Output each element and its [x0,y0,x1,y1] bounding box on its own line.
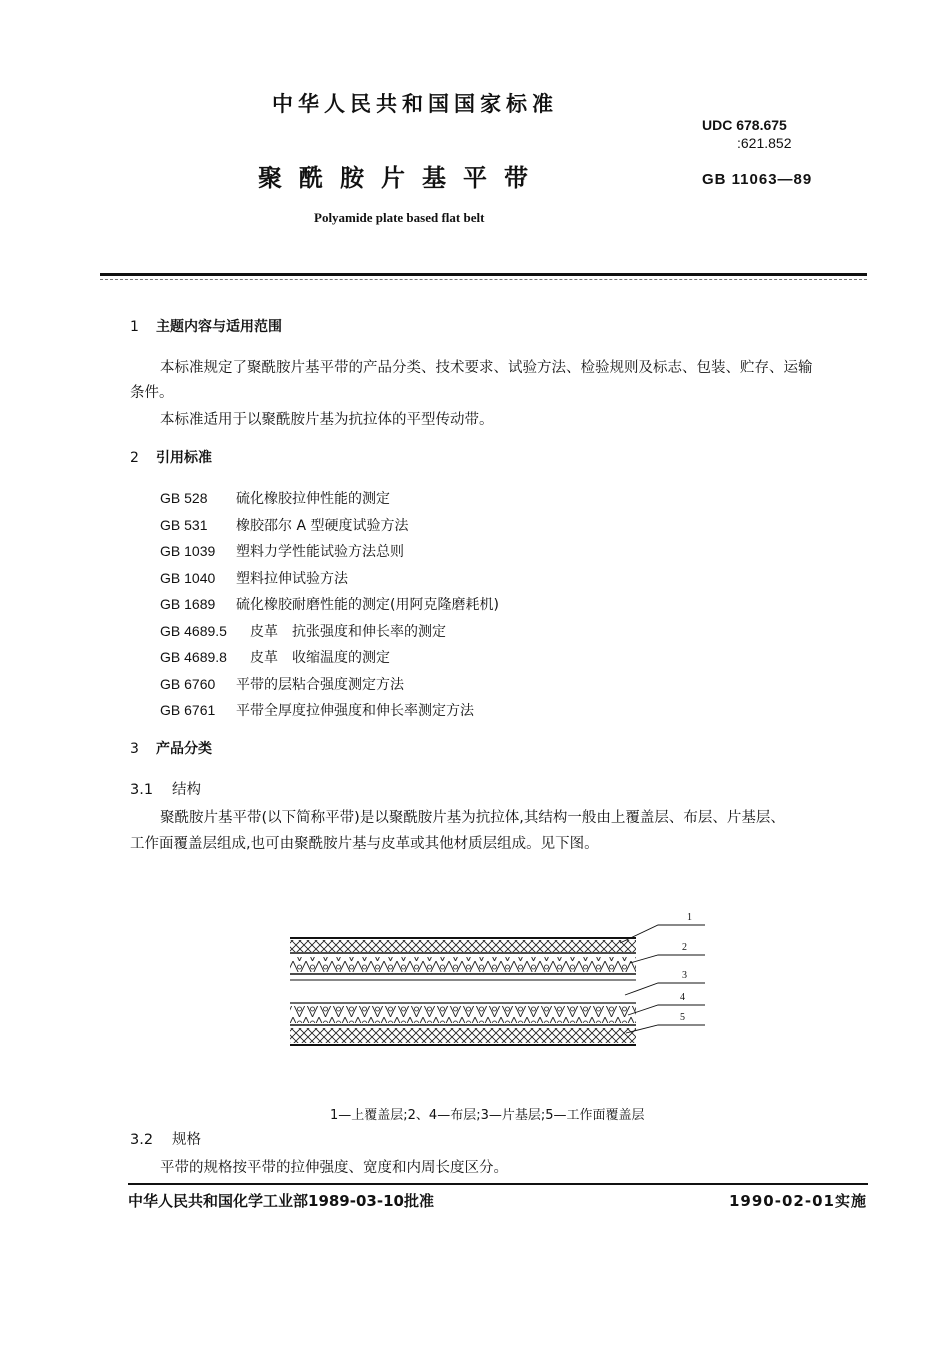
working-surface-cover-layer [290,1028,636,1045]
section-2-heading [130,447,212,467]
reference-item [160,618,499,645]
subsection-number: 3.2 [130,1132,154,1148]
figure-caption: 1—上覆盖层;2、4—布层;3—片基层;5—工作面覆盖层 [330,1108,645,1123]
subsection-3-2-heading [130,1128,201,1149]
label-3: 3 [682,970,687,981]
reference-name: 硫化橡胶拉伸性能的测定 [236,491,390,507]
section-number: 3 [130,741,139,757]
subsection-3-1-heading [130,778,201,799]
reference-code: GB 1039 [160,543,216,559]
reference-code: GB 6761 [160,702,216,718]
subsection-number: 3.1 [130,782,154,798]
section-1-paragraph-1-cont: 条件。 [130,385,174,401]
section-number: 2 [130,450,139,466]
base-film-layer [290,980,636,1003]
reference-name: 皮革 抗张强度和伸长率的测定 [250,623,446,640]
belt-cross-section [280,905,720,1065]
section-title: 引用标准 [156,450,212,466]
reference-item [160,565,499,592]
reference-item [160,485,499,512]
document-title: 聚酰胺片基平带 [258,164,545,192]
reference-name: 皮革 收缩温度的测定 [250,650,390,666]
udc-code-continued: :621.852 [737,135,792,151]
label-2: 2 [682,942,687,953]
reference-item [160,644,499,671]
section-1-paragraph-2: 本标准适用于以聚酰胺片基为抗拉体的平型传动带。 [160,412,494,428]
reference-list [160,485,499,724]
national-standard-header: 中华人民共和国国家标准 [272,92,558,116]
reference-code: GB 1040 [160,569,216,586]
reference-code: GB 4689.5 [160,622,227,639]
subsection-title: 规格 [172,1132,201,1148]
structure-paragraph-cont: 工作面覆盖层组成,也可由聚酰胺片基与皮革或其他材质层组成。见下图。 [130,836,599,852]
reference-name: 橡胶邵尔 A 型硬度试验方法 [236,517,409,534]
implementation-date: 1990-02-01实施 [729,1192,867,1210]
section-1-paragraph-1: 本标准规定了聚酰胺片基平带的产品分类、技术要求、试验方法、检验规则及标志、包装、贮存、运输 [160,360,813,376]
reference-item [160,591,499,618]
footer-rule [128,1183,868,1185]
approval-statement: 中华人民共和国化学工业部1989-03-10批准 [128,1192,434,1210]
reference-code: GB 6760 [160,675,216,692]
section-title: 产品分类 [156,741,212,757]
reference-name: 平带的层粘合强度测定方法 [236,676,404,693]
header-rule [100,273,867,276]
label-1: 1 [687,912,692,923]
reference-name: 塑料力学性能试验方法总则 [236,544,404,560]
section-3-heading [130,738,212,758]
reference-item [160,671,499,698]
specification-paragraph: 平带的规格按平带的拉伸强度、宽度和内周长度区分。 [160,1160,508,1176]
section-title: 主题内容与适用范围 [156,319,282,335]
reference-item [160,538,499,565]
reference-name: 塑料拉伸试验方法 [236,570,348,587]
top-cover-layer [290,938,636,953]
label-5: 5 [680,1012,685,1023]
header-rule-dashed [100,279,867,280]
reference-item [160,697,499,724]
belt-structure-diagram [280,905,720,1069]
reference-code: GB 1689 [160,596,216,612]
fabric-layer-lower [290,1006,636,1025]
fabric-layer-upper [290,957,636,974]
standard-number: GB 11063—89 [702,171,813,188]
structure-paragraph: 聚酰胺片基平带(以下简称平带)是以聚酰胺片基为抗拉体,其结构一般由上覆盖层、布层、片基层、 [160,810,785,826]
label-4: 4 [680,992,685,1003]
section-number: 1 [130,319,139,335]
reference-name: 硫化橡胶耐磨性能的测定(用阿克隆磨耗机) [236,597,499,613]
subsection-title: 结构 [172,782,201,798]
reference-code: GB 528 [160,490,208,506]
udc-code: UDC 678.675 [702,117,787,133]
english-title: Polyamide plate based flat belt [314,210,485,225]
reference-name: 平带全厚度拉伸强度和伸长率测定方法 [236,703,474,719]
section-1-heading [130,316,282,336]
reference-code: GB 531 [160,516,208,533]
reference-code: GB 4689.8 [160,649,227,665]
reference-item [160,512,499,539]
